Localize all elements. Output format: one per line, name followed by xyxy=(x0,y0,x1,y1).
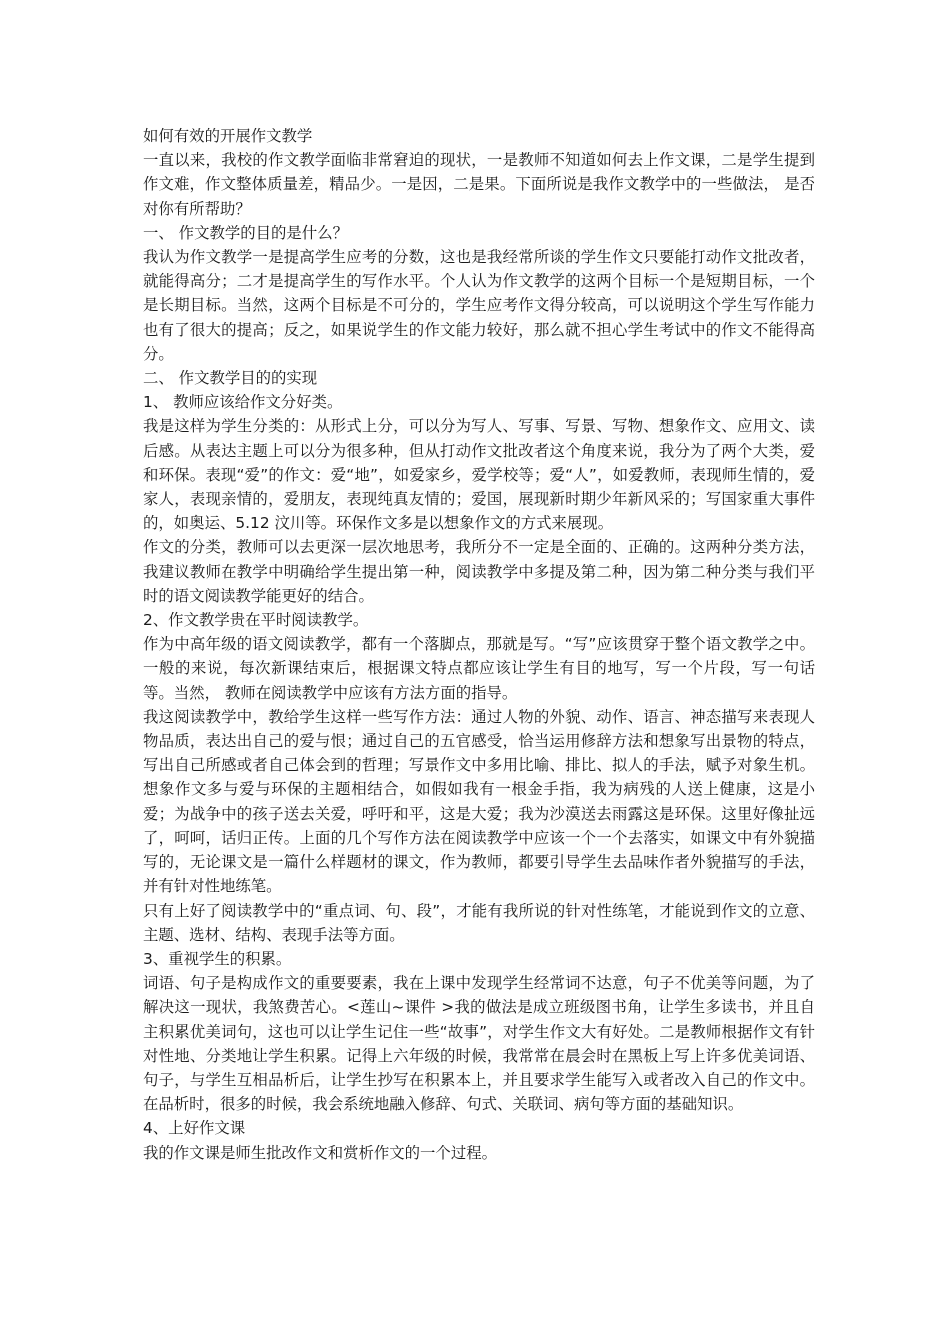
paragraph-classification-note: 作文的分类，教师可以去更深一层次地思考，我所分不一定是全面的、正确的。这两种分类方法，我建议教师在教学中明确给学生提出第一种，阅读教学中多提及第二种，因为第二种分类与我们平时的语文阅读教学能更好的结合。 xyxy=(143,538,815,605)
subheading-4: 4、上好作文课 xyxy=(143,1119,246,1138)
subheading-1: 1、 教师应该给作文分好类。 xyxy=(143,393,343,412)
document-title: 如何有效的开展作文教学 xyxy=(143,127,313,145)
paragraph-classification: 我是这样为学生分类的：从形式上分，可以分为写人、写事、写景、写物、想象作文、应用文、读后感。从表达主题上可以分为很多种，但从打动作文批改者这个角度来说，我分为了两个大类，爱和环保。表现“爱”的作文：爱“地”，如爱家乡，爱学校等；爱“人”，如爱教师，表现师生情的，爱家人，表现亲情的，爱朋友，表现纯真友情的；爱国，展现新时期少年新风采的；写国家重大事件的，如奥运、5.12 汶川等。环保作文多是以想象作文的方式来展现。 xyxy=(143,417,815,533)
paragraph-composition-class: 我的作文课是师生批改作文和赏析作文的一个过程。 xyxy=(143,1143,497,1162)
document-page xyxy=(143,124,815,1165)
paragraph-key-points: 只有上好了阅读教学中的“重点词、句、段”，才能有我所说的针对性练笔，才能说到作文的立意、主题、选材、结构、表现手法等方面。 xyxy=(143,901,815,944)
paragraph-accumulation: 词语、句子是构成作文的重要要素，我在上课中发现学生经常词不达意，句子不优美等问题，为了解决这一现状，我煞费苦心。<莲山~课件 >我的做法是成立班级图书角，让学生多读书，并且自主积累优美词句，这也可以让学生记住一些“故事”，对学生作文大有好处。二是教师根据作文有针对性地、分类地让学生积累。记得上六年级的时候，我常常在晨会时在黑板上写上许多优美词语、句子，与学生互相品析后，让学生抄写在积累本上，并且要求学生能写入或者改入自己的作文中。在品析时，很多的时候，我会系统地融入修辞、句式、关联词、病句等方面的基础知识。 xyxy=(143,974,815,1114)
subheading-3: 3、重视学生的积累。 xyxy=(143,949,292,968)
paragraph-writing-methods: 我这阅读教学中，教给学生这样一些写作方法：通过人物的外貌、动作、语言、神态描写来表现人物品质，表达出自己的爱与恨；通过自己的五官感受，恰当运用修辞方法和想象写出景物的特点，写出自己所感或者自己体会到的哲理；写景作文中多用比喻、排比、拟人的手法，赋予对象生机。想象作文多与爱与环保的主题相结合，如假如我有一根金手指，我为病残的人送上健康，这是小爱；为战争中的孩子送去关爱，呼吁和平，这是大爱；我为沙漠送去雨露这是环保。这里好像扯远了，呵呵，话归正传。上面的几个写作方法在阅读教学中应该一个一个去落实，如课文中有外貌描写的，无论课文是一篇什么样题材的课文，作为教师，都要引导学生去品味作者外貌描写的手法，并有针对性地练笔。 xyxy=(143,707,815,896)
section-heading-2: 二、 作文教学目的的实现 xyxy=(143,369,318,388)
section-heading-1: 一、 作文教学的目的是什么？ xyxy=(143,223,348,242)
paragraph-reading-teaching: 作为中高年级的语文阅读教学，都有一个落脚点，那就是写。“写”应该贯穿于整个语文教学之中。一般的来说，每次新课结束后，根据课文特点都应该让学生有目的地写，写一个片段，写一句话等。当然， 教师在阅读教学中应该有方法方面的指导。 xyxy=(143,635,815,702)
paragraph-purpose: 我认为作文教学一是提高学生应考的分数，这也是我经常所谈的学生作文只要能打动作文批改者，就能得高分；二才是提高学生的写作水平。个人认为作文教学的这两个目标一个是短期目标，一个是长期目标。当然，这两个目标是不可分的，学生应考作文得分较高，可以说明这个学生写作能力也有了很大的提高；反之，如果说学生的作文能力较好，那么就不担心学生考试中的作文不能得高分。 xyxy=(143,248,815,363)
paragraph-intro: 一直以来，我校的作文教学面临非常窘迫的现状，一是教师不知道如何去上作文课，二是学生提到作文难，作文整体质量差，精品少。一是因，二是果。下面所说是我作文教学中的一些做法， 是否对你有所帮助？ xyxy=(143,151,815,218)
subheading-2: 2、作文教学贵在平时阅读教学。 xyxy=(143,611,369,630)
